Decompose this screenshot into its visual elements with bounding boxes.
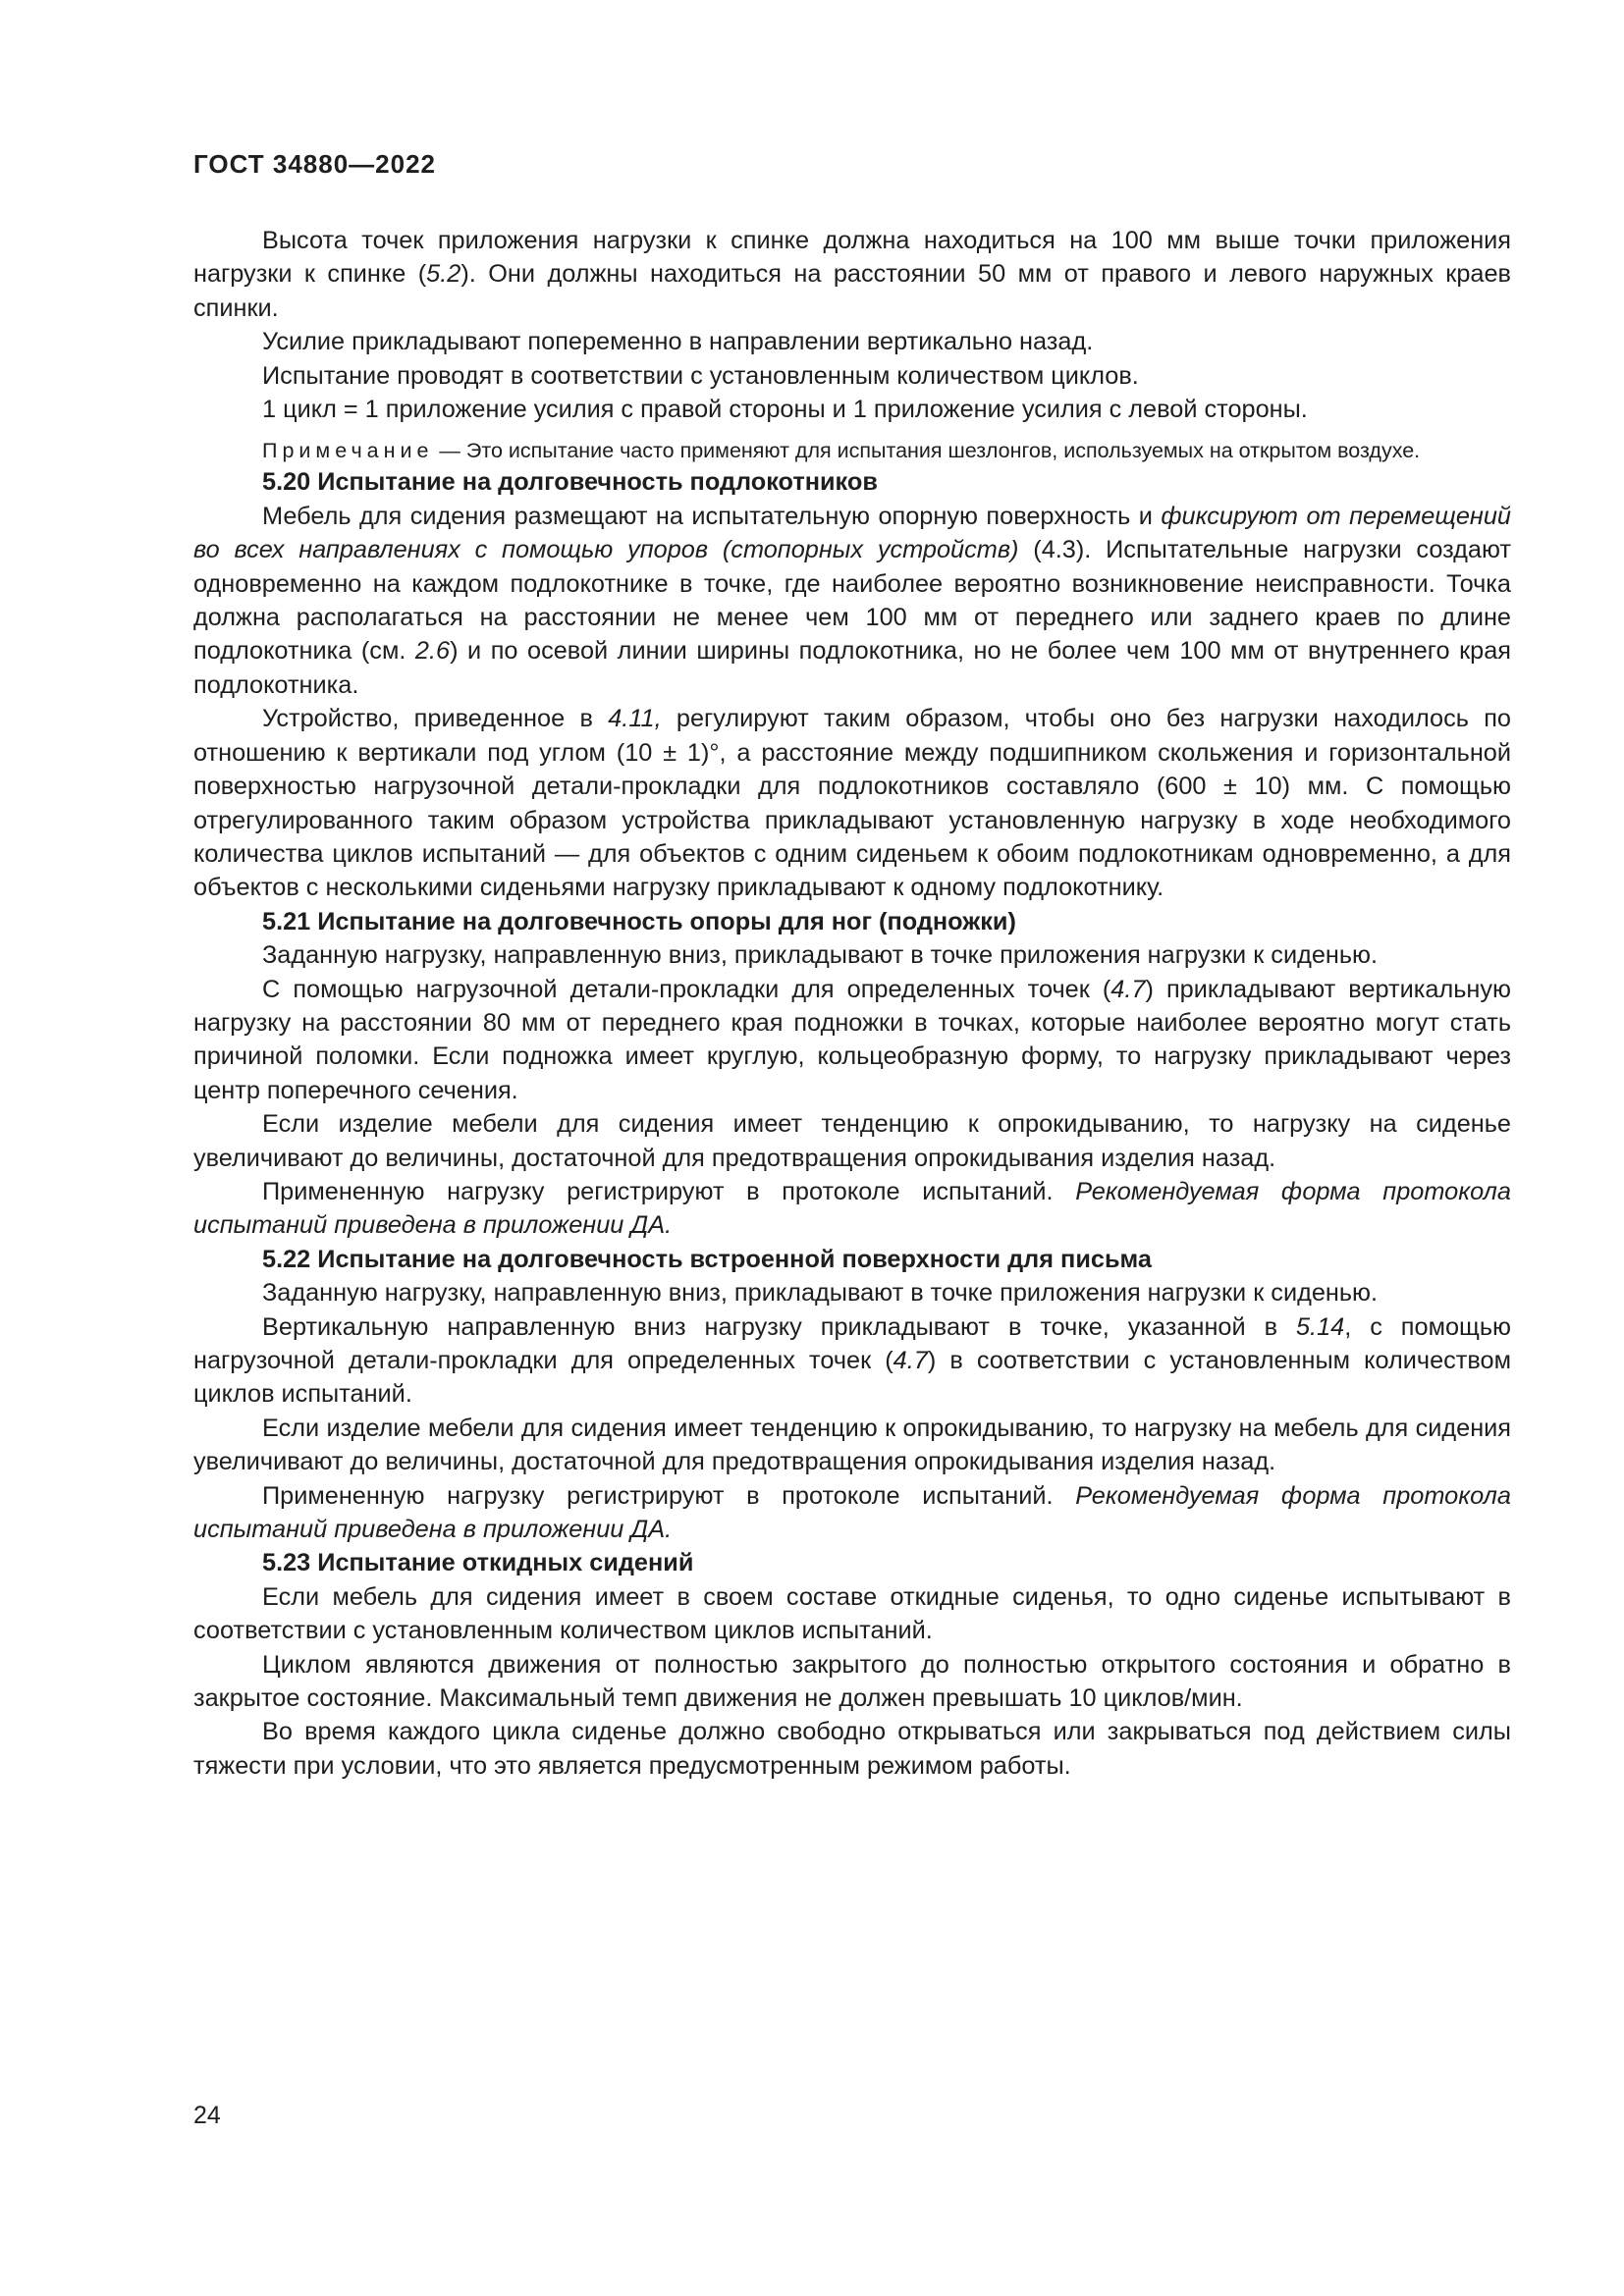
section-heading-5-20: 5.20 Испытание на долговечность подлокотников bbox=[262, 468, 878, 497]
note-text: — Это испытание часто применяют для испытания шезлонгов, используемых на открытом воздухе. bbox=[433, 439, 1421, 463]
paragraph bbox=[193, 702, 1511, 904]
section-heading-5-21: 5.21 Испытание на долговечность опоры для ног (подножки) bbox=[262, 907, 1016, 935]
text: ) в соответствии с установленным количеством циклов испытаний. bbox=[193, 1347, 1511, 1409]
section-heading-5-22: 5.22 Испытание на долговечность встроенной поверхности для письма bbox=[262, 1245, 1152, 1273]
reference: 4.11, bbox=[608, 705, 662, 733]
paragraph bbox=[193, 1479, 1511, 1547]
paragraph: Циклом являются движения от полностью закрытого до полностью открытого состояния и обратно в закрытое состояние. Максимальный темп движения не должен превышать 10 циклов/мин. bbox=[193, 1650, 1511, 1713]
text: регулируют таким образом, чтобы оно без нагрузки находилось по отношению к вертикали под углом (10 ± 1)°, а расстояние между подшипником скольжения и горизонтальной поверхностью нагрузочной детали-прокладки для подлокотников составляло (600 ± 10) мм. С помощью отрегулированного таким образом устройства прикладывают установленную нагрузку в ходе необходимого количества циклов испытаний — для объектов с одним сиденьем к обоим подлокотникам одновременно, а для объектов с несколькими сиденьями нагрузку прикладывают к одному подлокотнику. bbox=[193, 705, 1512, 902]
italic-text: Рекомендуемая форма протокола испытаний приведена в приложении ДА. bbox=[193, 1481, 1511, 1544]
text: ) и по осевой линии ширины подлокотника, но не более чем 100 мм от внутреннего края подлокотника. bbox=[193, 637, 1511, 699]
paragraph: Усилие прикладывают попеременно в направлении вертикально назад. bbox=[262, 328, 1094, 356]
text: Вертикальную направленную вниз нагрузку прикладывают в точке, указанной в bbox=[262, 1312, 1296, 1341]
text: Мебель для сидения размещают на испытательную опорную поверхность и bbox=[262, 502, 1162, 530]
paragraph: Во время каждого цикла сиденье должно свободно открываться или закрываться под действием силы тяжести при условии, что это является предусмотренным режимом работы. bbox=[193, 1718, 1511, 1780]
paragraph bbox=[193, 224, 1511, 325]
page-number: 24 bbox=[193, 2102, 221, 2129]
paragraph: Если мебель для сидения имеет в своем составе откидные сиденья, то одно сиденье испытывают в соответствии с установленным количеством циклов испытаний. bbox=[193, 1582, 1511, 1645]
text: С помощью нагрузочной детали-прокладки для определенных точек ( bbox=[262, 975, 1111, 1003]
paragraph bbox=[193, 1310, 1511, 1412]
paragraph bbox=[193, 973, 1511, 1108]
text: Примененную нагрузку регистрируют в протоколе испытаний. bbox=[262, 1481, 1076, 1510]
text: , с помощью нагрузочной детали-прокладки для определенных точек ( bbox=[193, 1312, 1511, 1374]
text: (4.3). Испытательные нагрузки создают одновременно на каждом подлокотнике в точке, где наиболее вероятно возникновение неисправности. Точка должна располагаться на расстоянии не менее чем 100 мм от переднего или заднего краев по длине подлокотника (см. bbox=[193, 536, 1511, 666]
note-label: Примечание bbox=[262, 439, 434, 463]
reference: 4.7 bbox=[893, 1347, 928, 1374]
page-content bbox=[193, 224, 1511, 1783]
reference: 4.7 bbox=[1110, 975, 1146, 1003]
text: ) прикладывают вертикальную нагрузку на расстоянии 80 мм от переднего края подножки в точках, которые наиболее вероятно могут стать причиной поломки. Если подножка имеет круглую, кольцеобразную форму, то нагрузку прикладывают через центр поперечного сечения. bbox=[193, 975, 1511, 1104]
paragraph: Испытание проводят в соответствии с установленным количеством циклов. bbox=[262, 361, 1139, 390]
note bbox=[193, 436, 1511, 465]
reference: 2.6 bbox=[414, 637, 451, 666]
text: ). Они должны находиться на расстоянии 50 мм от правого и левого наружных краев спинки. bbox=[193, 260, 1511, 322]
italic-text: Рекомендуемая форма протокола испытаний приведена в приложении ДА. bbox=[193, 1177, 1511, 1240]
paragraph: Заданную нагрузку, направленную вниз, прикладывают в точке приложения нагрузки к сиденью. bbox=[262, 1279, 1379, 1308]
paragraph bbox=[193, 1175, 1511, 1243]
reference: 5.14 bbox=[1295, 1312, 1345, 1341]
paragraph: Заданную нагрузку, направленную вниз, прикладывают в точке приложения нагрузки к сиденью. bbox=[262, 941, 1379, 970]
reference: 5.2 bbox=[426, 260, 461, 289]
text: Устройство, приведенное в bbox=[262, 705, 609, 733]
italic-text: фиксируют от перемещений во всех направлениях с помощью упоров (стопорных устройств) bbox=[193, 502, 1511, 564]
text: Высота точек приложения нагрузки к спинке должна находиться на 100 мм выше точки приложения нагрузки к спинке ( bbox=[193, 227, 1511, 289]
section-heading-5-23: 5.23 Испытание откидных сидений bbox=[262, 1549, 694, 1577]
paragraph: 1 цикл = 1 приложение усилия с правой стороны и 1 приложение усилия с левой стороны. bbox=[262, 396, 1308, 424]
paragraph: Если изделие мебели для сидения имеет тенденцию к опрокидыванию, то нагрузку на мебель для сидения увеличивают до величины, достаточной для предотвращения опрокидывания изделия назад. bbox=[193, 1414, 1511, 1476]
paragraph: Если изделие мебели для сидения имеет тенденцию к опрокидыванию, то нагрузку на сиденье увеличивают до величины, достаточной для предотвращения опрокидывания изделия назад. bbox=[193, 1110, 1511, 1172]
document-id: ГОСТ 34880—2022 bbox=[193, 149, 436, 179]
text: Примененную нагрузку регистрируют в протоколе испытаний. bbox=[262, 1177, 1076, 1205]
paragraph bbox=[193, 500, 1511, 702]
